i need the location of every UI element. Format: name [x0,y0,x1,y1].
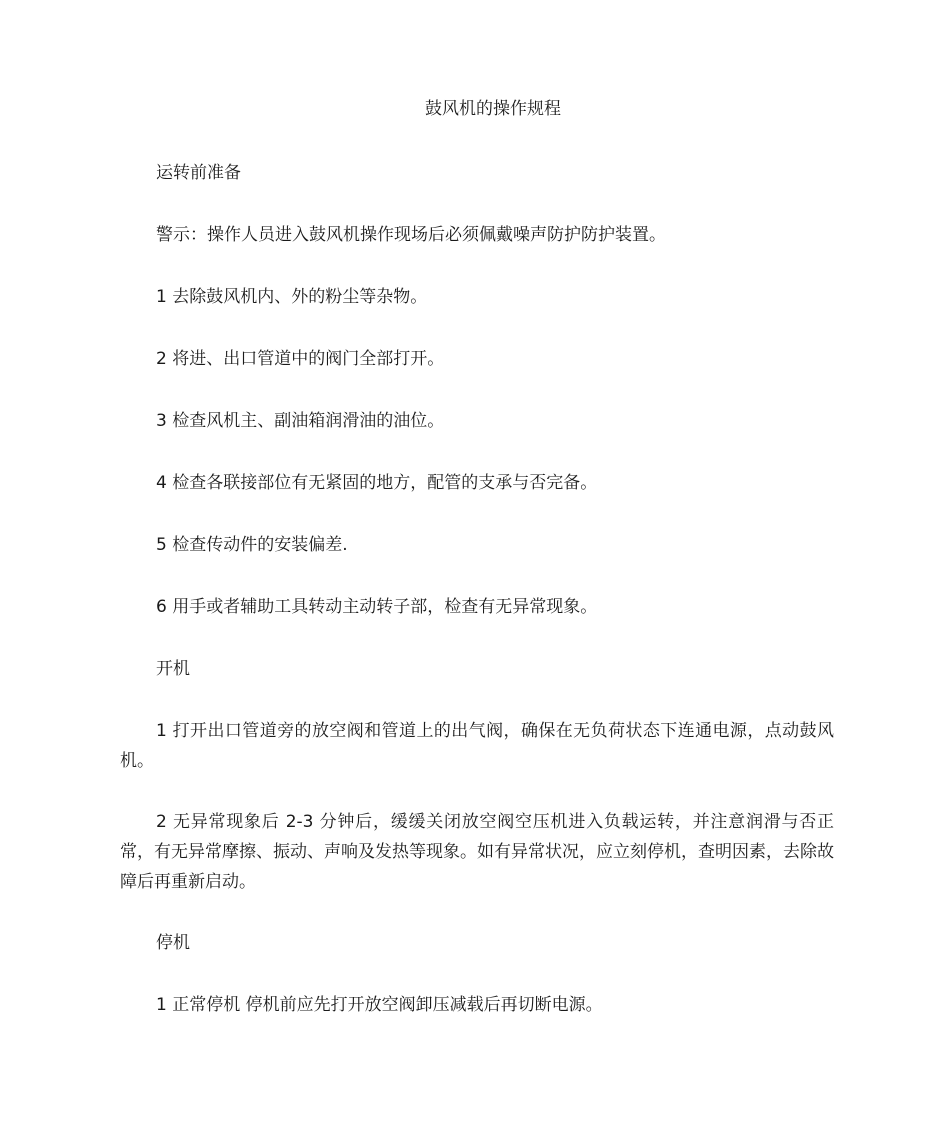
shutdown-step-1: 1 正常停机 停机前应先打开放空阀卸压减载后再切断电源。 [156,995,603,1015]
document-body [120,158,834,1052]
prep-step-3: 3 检查风机主、副油箱润滑油的油位。 [156,411,445,431]
startup-step-1: 1 打开出口管道旁的放空阀和管道上的出气阀，确保在无负荷状态下连通电源，点动鼓风机。 [120,721,834,771]
prep-step-4: 4 检查各联接部位有无紧固的地方，配管的支承与否完备。 [156,473,598,493]
document-title: 鼓风机的操作规程 [425,99,561,119]
prep-step-6: 6 用手或者辅助工具转动主动转子部，检查有无异常现象。 [156,597,598,617]
section-heading-shutdown: 停机 [156,933,190,953]
prep-step-2: 2 将进、出口管道中的阀门全部打开。 [156,349,445,369]
startup-step-2: 2 无异常现象后 2-3 分钟后，缓缓关闭放空阀空压机进入负载运转，并注意润滑与否正常，有无异常摩擦、振动、声响及发热等现象。如有异常状况，应立刻停机，查明因素，去除故障后再重新启动。 [120,812,834,892]
section-heading-startup: 开机 [156,659,190,679]
section-heading-preparation: 运转前准备 [156,163,241,183]
prep-step-5: 5 检查传动件的安装偏差. [156,535,348,555]
warning-paragraph: 警示：操作人员进入鼓风机操作现场后必须佩戴噪声防护防护装置。 [156,225,666,245]
prep-step-1: 1 去除鼓风机内、外的粉尘等杂物。 [156,287,428,307]
